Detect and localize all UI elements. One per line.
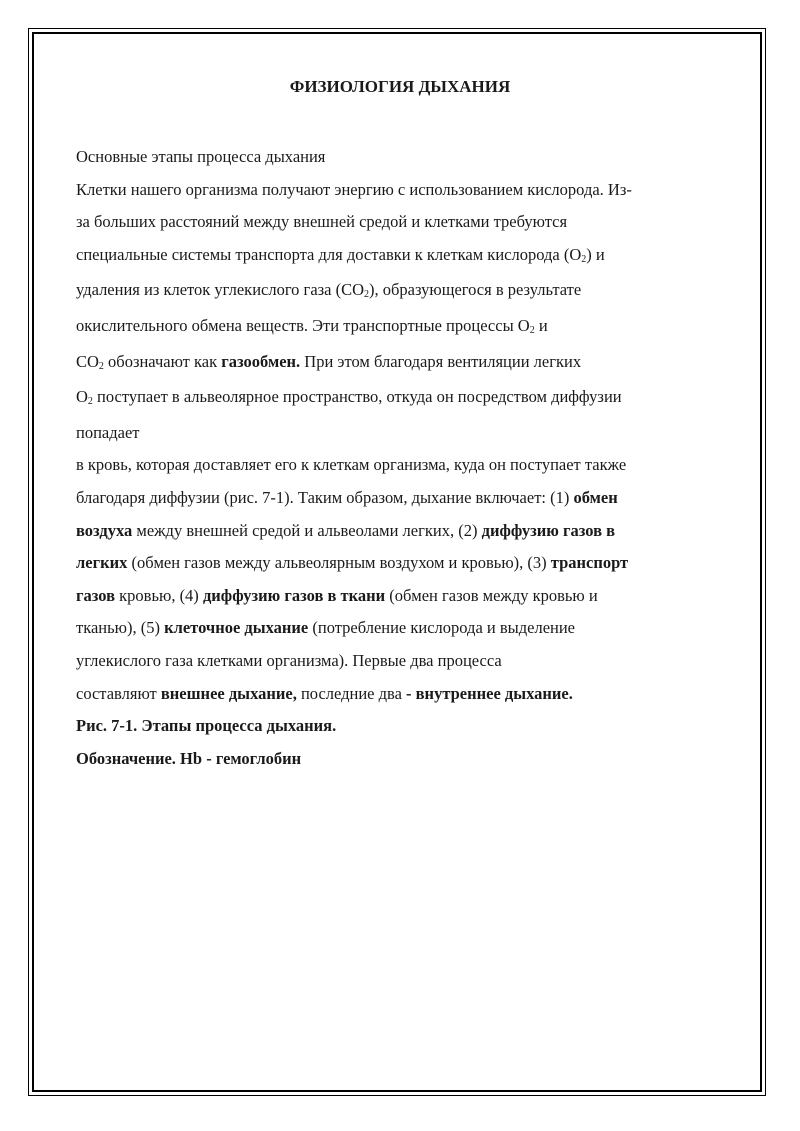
subscript: 2 — [87, 396, 93, 408]
paragraph-line — [76, 678, 716, 711]
text-span: (обмен газов между альвеолярным воздухом и кровью), (3) — [127, 553, 551, 573]
text-span: ), образующегося в результате — [369, 280, 582, 300]
text-span: благодаря диффузии (рис. 7-1). Таким образом, дыхание включает: (1) — [76, 487, 574, 507]
text-span: обозначают как — [103, 351, 222, 371]
subscript: 2 — [529, 324, 535, 336]
bold-term: внешнее дыхание, — [160, 683, 297, 703]
bold-term: транспорт — [550, 553, 629, 573]
paragraph-line — [76, 515, 716, 548]
bold-term: клеточное дыхание — [164, 618, 309, 638]
subscript: 2 — [98, 360, 104, 372]
paragraph-line — [76, 547, 716, 580]
bold-term: воздуха — [76, 520, 133, 540]
subheading: Основные этапы процесса дыхания — [76, 147, 326, 166]
text-span: последние два — [296, 683, 407, 703]
text-span: Клетки нашего организма получают энергию с использованием кислорода. Из- — [76, 179, 632, 199]
paragraph-line — [76, 174, 716, 207]
figure-caption: Рис. 7-1. Этапы процесса дыхания. — [76, 716, 337, 736]
text-span: кровью, (4) — [115, 585, 203, 605]
paragraph-line — [76, 346, 716, 382]
text-span: за больших расстояний между внешней средой и клетками требуются — [76, 212, 568, 232]
text-span: поступает в альвеолярное пространство, откуда он посредством диффузии — [92, 387, 622, 407]
paragraph-line — [76, 580, 716, 613]
paragraph-line — [76, 612, 716, 645]
document-body — [76, 141, 716, 775]
text-span: и — [534, 315, 548, 335]
paragraph-line — [76, 417, 716, 450]
bold-term: - внутреннее дыхание. — [406, 683, 573, 703]
text-span: (обмен газов между кровью и — [385, 585, 598, 605]
bold-term: диффузию газов в ткани — [202, 585, 386, 605]
text-span: специальные системы транспорта для доставки к клеткам кислорода (O — [76, 244, 582, 264]
bold-term: обмен — [573, 487, 618, 507]
bold-term: газов — [76, 585, 116, 605]
text-span: O — [76, 387, 88, 407]
text-span: удаления из клеток углекислого газа (CO — [76, 280, 365, 300]
paragraph-line — [76, 206, 716, 239]
subscript: 2 — [581, 253, 587, 265]
bold-term: диффузию газов в — [481, 520, 616, 540]
text-span: окислительного обмена веществ. Эти транспортные процессы O — [76, 315, 530, 335]
text-span: в кровь, которая доставляет его к клеткам организма, куда он поступает также — [76, 455, 627, 475]
paragraph-line — [76, 239, 716, 275]
paragraph-line — [76, 381, 716, 417]
figure-legend: Обозначение. Hb - гемоглобин — [76, 748, 302, 768]
text-span: попадает — [76, 422, 140, 442]
text-span: При этом благодаря вентиляции легких — [300, 351, 582, 371]
text-span: (потребление кислорода и выделение — [308, 618, 575, 638]
bold-term-gas-exchange: газообмен. — [221, 351, 301, 371]
paragraph-line — [76, 645, 716, 678]
text-span: CO — [76, 351, 99, 371]
page-title: ФИЗИОЛОГИЯ ДЫХАНИЯ — [289, 77, 511, 96]
text-span: тканью), (5) — [76, 618, 165, 638]
text-span: углекислого газа клетками организма). Первые два процесса — [76, 650, 502, 670]
subscript: 2 — [364, 289, 370, 301]
text-span: составляют — [76, 683, 161, 703]
paragraph-line — [76, 310, 716, 346]
paragraph-line — [76, 482, 716, 515]
text-span: ) и — [586, 244, 605, 264]
paragraph-line — [76, 274, 716, 310]
text-span: между внешней средой и альвеолами легких, (2) — [132, 520, 482, 540]
bold-term: легких — [76, 553, 128, 573]
paragraph-line — [76, 449, 716, 482]
